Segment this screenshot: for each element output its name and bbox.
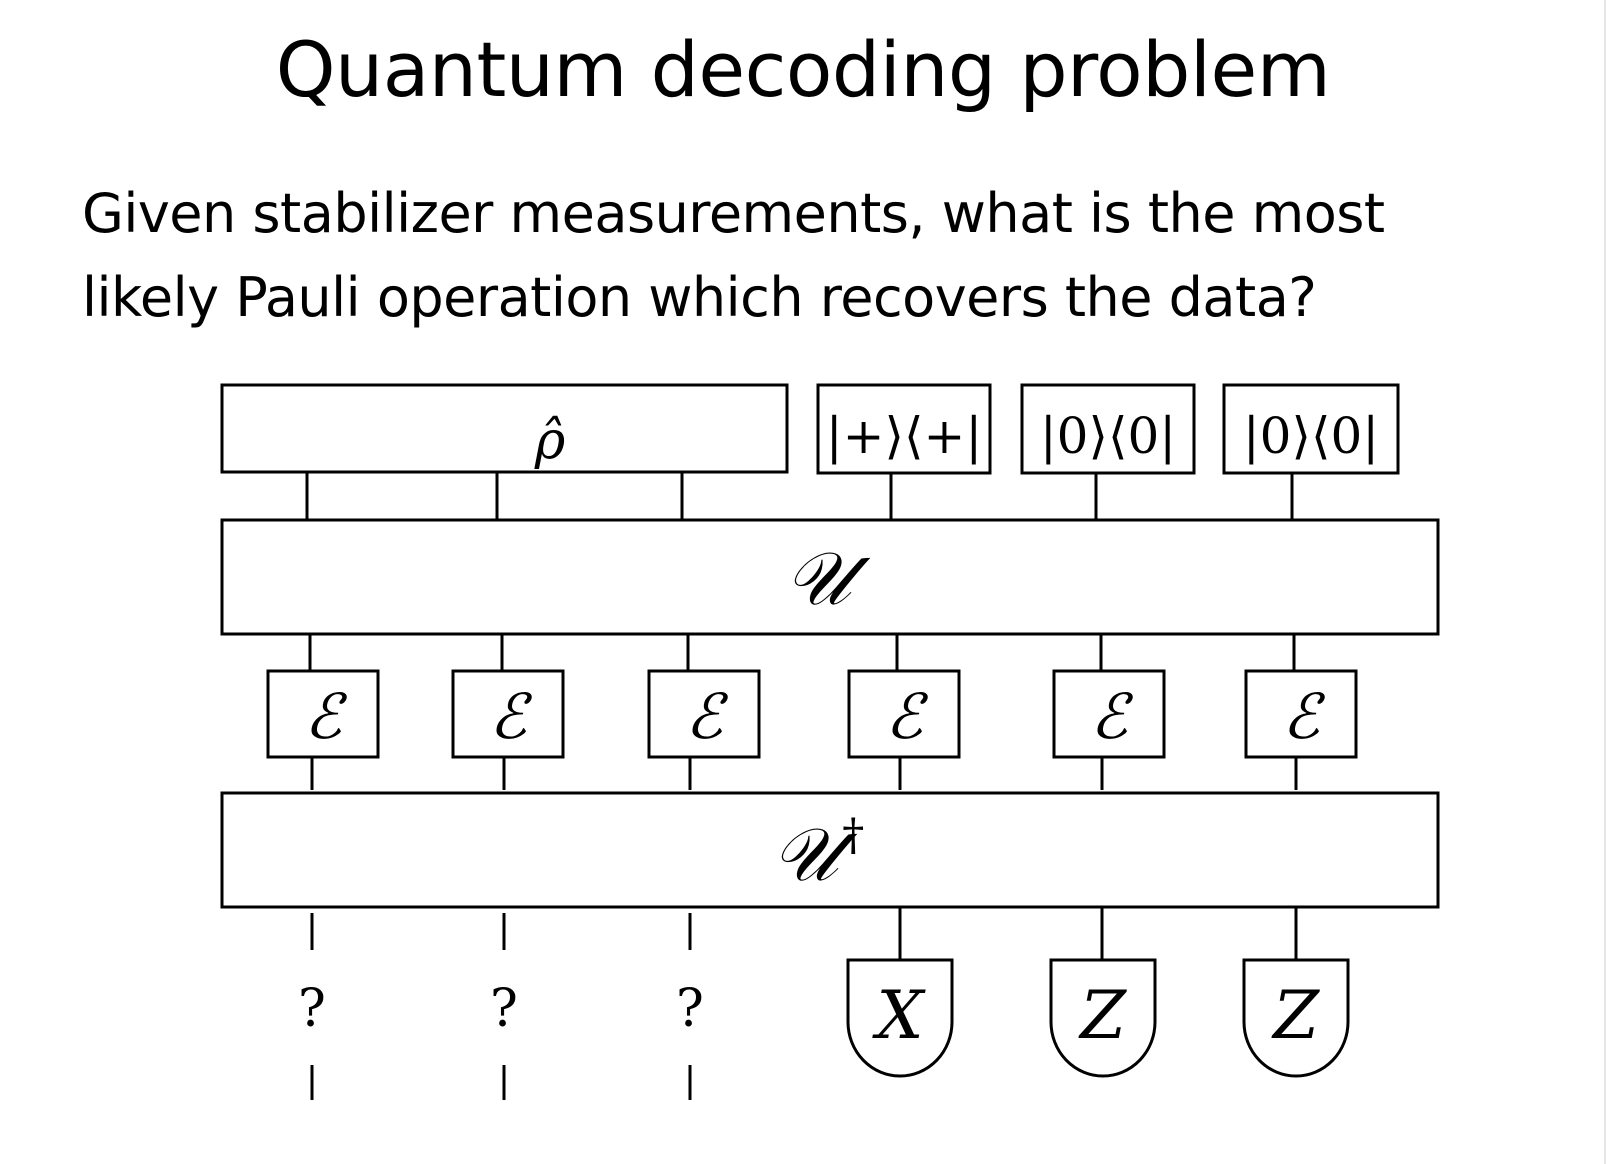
noise-channel-label: ℰ	[489, 680, 527, 753]
noise-channel-label: ℰ	[885, 680, 923, 753]
unknown-output-3: ?	[676, 979, 704, 1039]
data-state-label: ρ̂	[534, 411, 566, 471]
unknown-output-1: ?	[298, 979, 326, 1039]
measurement-label-x: X	[876, 977, 924, 1054]
measurement-label-z-2: Z	[1273, 977, 1319, 1054]
data-state-box	[222, 385, 787, 472]
dagger-superscript: †	[842, 810, 865, 861]
noise-channel-label: ℰ	[685, 680, 723, 753]
ancilla-state-label-1: |+⟩⟨+|	[825, 407, 983, 465]
unknown-output-2: ?	[490, 979, 518, 1039]
noise-channel-label: ℰ	[1090, 680, 1128, 753]
ancilla-state-label-2: |0⟩⟨0|	[1039, 407, 1177, 465]
question-line-1: Given stabilizer measurements, what is the most	[82, 182, 1385, 245]
question-line-2: likely Pauli operation which recovers the data?	[82, 266, 1317, 329]
decoder-label-base: 𝒰	[771, 812, 839, 898]
measurement-label-z-1: Z	[1080, 977, 1126, 1054]
ancilla-state-label-3: |0⟩⟨0|	[1242, 407, 1380, 465]
encoder-label: 𝒰	[784, 536, 852, 622]
noise-channel-label: ℰ	[304, 680, 342, 753]
slide-title: Quantum decoding problem	[275, 25, 1331, 114]
noise-channel-label: ℰ	[1282, 680, 1320, 753]
